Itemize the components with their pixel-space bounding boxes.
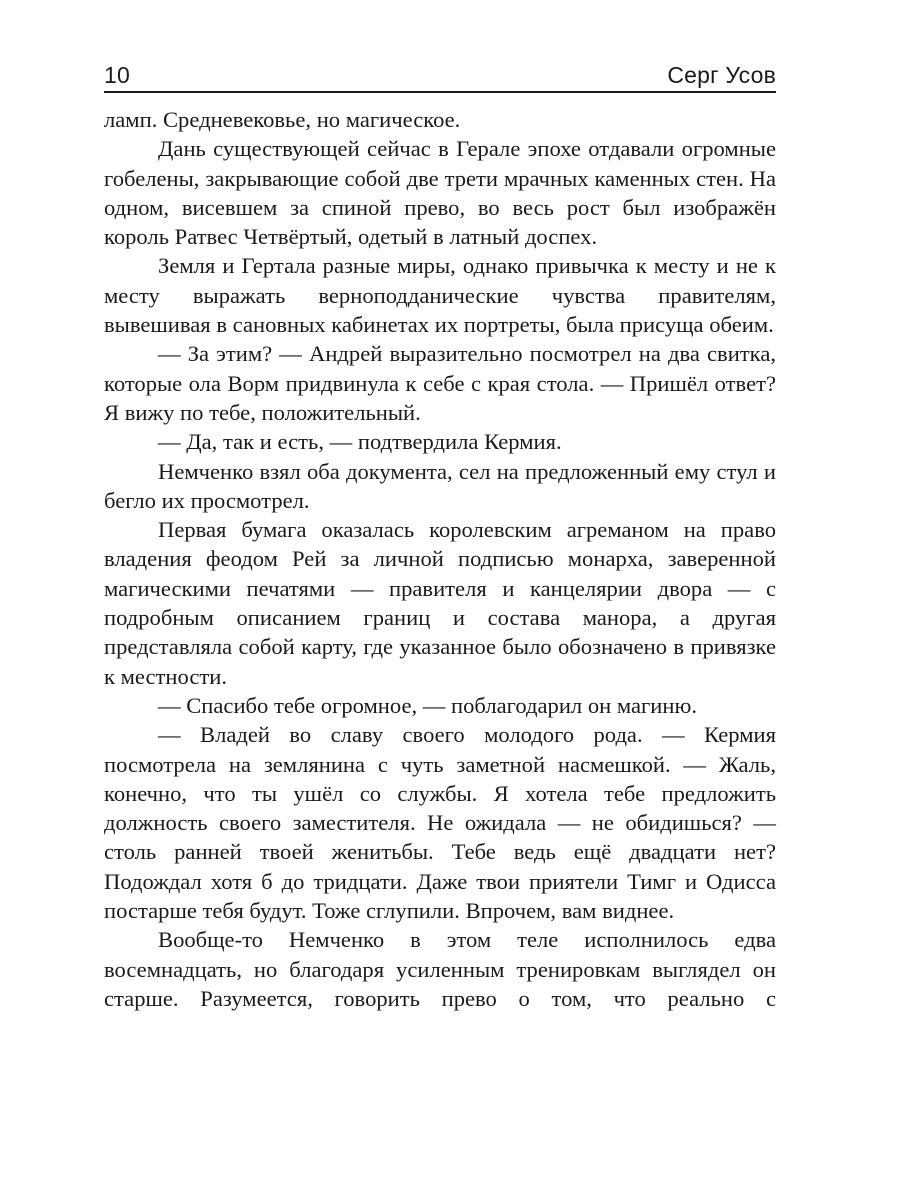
paragraph: — За этим? — Андрей выразительно посмотрел на два свитка, которые ола Ворм придвинула к себе с края стола. — Пришёл ответ? Я вижу по тебе, положительный. xyxy=(104,341,776,425)
paragraph: Дань существующей сейчас в Герале эпохе отдавали огромные гобелены, закрывающие собой две трети мрачных каменных стен. На одном, висевшем за спиной прево, во весь рост был изображён король Ратвес Четвёртый, одетый в латный доспех. xyxy=(104,136,776,250)
author-name: Серг Усов xyxy=(667,62,776,88)
paragraph: Немченко взял оба документа, сел на предложенный ему стул и бегло их просмотрел. xyxy=(104,458,776,513)
body-text xyxy=(104,105,776,1013)
paragraph: Первая бумага оказалась королевским агреманом на право владения феодом Рей за личной подписью монарха, заверенной магическими печатями — правителя и канцелярии двора — с подробным описанием границ и состава манора, а другая представляла собой карту, где указанное было обозначено в привязке к местности. xyxy=(104,517,776,689)
paragraph: — Владей во славу своего молодого рода. — Кермия посмотрела на землянина с чуть заметной насмешкой. — Жаль, конечно, что ты ушёл со службы. Я хотела тебе предложить должность своего заместителя. Не ожидала — не обидишься? — столь ранней твоей женитьбы. Тебе ведь ещё двадцати нет? Подождал хотя б до тридцати. Даже твои приятели Тимг и Одисса постарше тебя будут. Тоже сглупили. Впрочем, вам виднее. xyxy=(104,722,776,924)
page-number: 10 xyxy=(104,62,130,88)
paragraph: — Да, так и есть, — подтвердила Кермия. xyxy=(158,429,562,455)
paragraph: ламп. Средневековье, но магическое. xyxy=(104,107,461,132)
running-header xyxy=(104,58,776,93)
paragraph: Вообще-то Немченко в этом теле исполнилось едва восемнадцать, но благодаря усиленным тренировкам выглядел он старше. Разумеется, говорить прево о том, что реально с xyxy=(104,927,776,1011)
paragraph: — Спасибо тебе огромное, — поблагодарил он магиню. xyxy=(158,692,698,718)
book-page xyxy=(104,58,776,1013)
paragraph: Земля и Гертала разные миры, однако привычка к месту и не к месту выражать верноподданические чувства правителям, вывешивая в сановных кабинетах их портреты, была присуща обеим. xyxy=(104,253,776,338)
